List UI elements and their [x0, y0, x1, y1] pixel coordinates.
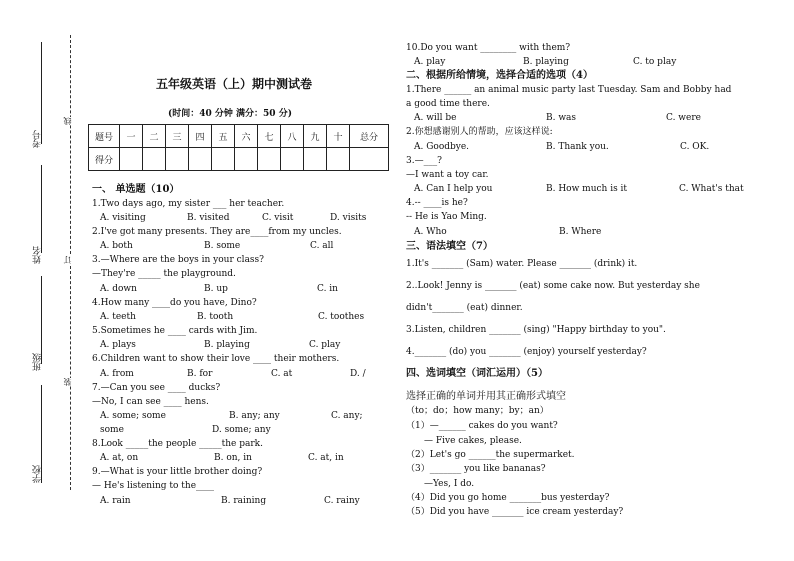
- q10-option-c[interactable]: C. to play: [633, 57, 677, 67]
- s4-question-4: （4）Did you go home _______bus yesterday?: [406, 493, 610, 503]
- s4-question-1: （1）—______ cakes do you want?: [406, 421, 558, 431]
- question-2: 2.I've got many presents. They are____from my uncles.: [92, 227, 342, 237]
- q7-option-c[interactable]: C. any;: [331, 411, 363, 421]
- q4-option-a[interactable]: A. teeth: [100, 312, 136, 322]
- name-label: 姓名: [33, 246, 43, 264]
- s2q2-option-a[interactable]: A. Goodbye.: [414, 142, 470, 152]
- s3-question-3: 3.Listen, children _______ (sing) "Happy birthday to you".: [406, 325, 666, 335]
- score-input-cell[interactable]: [304, 148, 327, 171]
- question-5: 5.Sometimes he ____ cards with Jim.: [92, 326, 258, 336]
- s2-question-1-cont: a good time there.: [406, 99, 490, 109]
- q3-option-a[interactable]: A. down: [100, 284, 137, 294]
- question-7: 7.—Can you see ____ ducks?: [92, 383, 221, 393]
- exam-number-label: 考号: [33, 130, 43, 148]
- section-1-heading: 一、 单选题（10）: [92, 184, 180, 195]
- cut-mark-zhuang: 装: [63, 378, 72, 386]
- s2-question-4-reply: -- He is Yao Ming.: [406, 212, 487, 222]
- s2q3-option-c[interactable]: C. What's that: [679, 184, 744, 194]
- score-input-cell[interactable]: [212, 148, 235, 171]
- q7-option-c-cont[interactable]: some: [100, 425, 124, 435]
- exam-number-line: [41, 42, 42, 144]
- question-4: 4.How many ____do you have, Dino?: [92, 298, 257, 308]
- question-10: 10.Do you want ________ with them?: [406, 43, 571, 53]
- score-input-cell[interactable]: [235, 148, 258, 171]
- s3-question-2-cont: didn't_______ (eat) dinner.: [406, 303, 523, 313]
- s4-question-5: （5）Did you have _______ ice cream yesterday?: [406, 507, 624, 517]
- s2-question-4: 4.-- ____is he?: [406, 198, 468, 208]
- score-cell: 一: [120, 125, 143, 148]
- q7-option-a[interactable]: A. some; some: [100, 411, 166, 421]
- score-input-cell[interactable]: [189, 148, 212, 171]
- score-table-score-row: [89, 148, 389, 171]
- s4-question-3-reply: —Yes, I do.: [424, 479, 475, 489]
- section-2-heading: 二、根据所给情境，选择合适的选项（4）: [406, 70, 593, 81]
- score-cell: 六: [235, 125, 258, 148]
- question-9: 9.—What is your little brother doing?: [92, 467, 263, 477]
- q8-option-a[interactable]: A. at, on: [100, 453, 139, 463]
- score-cell: 题号: [89, 125, 120, 148]
- q6-option-c[interactable]: C. at: [271, 369, 293, 379]
- q5-option-b[interactable]: B. playing: [204, 340, 250, 350]
- q9-option-a[interactable]: A. rain: [100, 496, 131, 506]
- q3-option-b[interactable]: B. up: [204, 284, 228, 294]
- q2-option-c[interactable]: C. all: [310, 241, 334, 251]
- q2-option-b[interactable]: B. some: [204, 241, 241, 251]
- score-cell: 十: [327, 125, 350, 148]
- s2q2-option-c[interactable]: C. OK.: [680, 142, 710, 152]
- class-label: 班级: [33, 353, 43, 371]
- score-cell: 四: [189, 125, 212, 148]
- q6-option-a[interactable]: A. from: [100, 369, 134, 379]
- score-cell: 七: [258, 125, 281, 148]
- s2-question-3: 3.—___?: [406, 156, 442, 166]
- q3-option-c[interactable]: C. in: [317, 284, 338, 294]
- school-label: 学校: [33, 465, 43, 483]
- q8-option-c[interactable]: C. at, in: [308, 453, 344, 463]
- score-input-cell[interactable]: [281, 148, 304, 171]
- class-line: [41, 276, 42, 364]
- q7-option-d[interactable]: D. some; any: [212, 425, 271, 435]
- s2q2-option-b[interactable]: B. Thank you.: [546, 142, 609, 152]
- score-cell: 八: [281, 125, 304, 148]
- s4-question-2: （2）Let's go ______the supermarket.: [406, 450, 575, 460]
- score-input-cell[interactable]: [327, 148, 350, 171]
- score-input-cell[interactable]: [120, 148, 143, 171]
- score-table: [88, 124, 389, 171]
- s3-question-1: 1.It's _______ (Sam) water. Please _______ (drink) it.: [406, 259, 638, 269]
- q9-option-c[interactable]: C. rainy: [324, 496, 360, 506]
- score-input-cell[interactable]: [143, 148, 166, 171]
- section-3-heading: 三、语法填空（7）: [406, 241, 493, 252]
- q1-option-a[interactable]: A. visiting: [100, 213, 146, 223]
- q6-option-d[interactable]: D. /: [350, 369, 366, 379]
- q5-option-c[interactable]: C. play: [309, 340, 341, 350]
- q7-option-b[interactable]: B. any; any: [229, 411, 280, 421]
- cut-mark-ding: 订: [63, 256, 72, 264]
- q1-option-b[interactable]: B. visited: [187, 213, 230, 223]
- q4-option-b[interactable]: B. tooth: [197, 312, 234, 322]
- q5-option-a[interactable]: A. plays: [100, 340, 136, 350]
- q10-option-b[interactable]: B. playing: [523, 57, 569, 67]
- s2q4-option-a[interactable]: A. Who: [414, 227, 447, 237]
- s4-word-bank: （to；do；how many；by；an）: [406, 406, 549, 416]
- s3-question-2: 2..Look! Jenny is _______ (eat) some cake now. But yesterday she: [406, 281, 700, 291]
- s2-question-2: 2.你想感谢别人的帮助，应该这样说:: [406, 127, 553, 137]
- score-input-cell[interactable]: [350, 148, 389, 171]
- score-table-header-row: [89, 125, 389, 148]
- school-line: [41, 385, 42, 483]
- score-cell: 二: [143, 125, 166, 148]
- s2-question-1: 1.There ______ an animal music party last Tuesday. Sam and Bobby had: [406, 85, 732, 95]
- s2q4-option-b[interactable]: B. Where: [559, 227, 602, 237]
- s2q1-option-c[interactable]: C. were: [666, 113, 701, 123]
- question-6: 6.Children want to show their love ____ their mothers.: [92, 354, 340, 364]
- score-input-cell[interactable]: [258, 148, 281, 171]
- score-cell: 五: [212, 125, 235, 148]
- score-input-cell[interactable]: [166, 148, 189, 171]
- q2-option-a[interactable]: A. both: [100, 241, 133, 251]
- q9-option-b[interactable]: B. raining: [221, 496, 267, 506]
- question-1: 1.Two days ago, my sister ___ her teacher.: [92, 199, 285, 209]
- s2q3-option-a[interactable]: A. Can I help you: [414, 184, 493, 194]
- question-8: 8.Look _____the people _____the park.: [92, 439, 263, 449]
- q1-option-c[interactable]: C. visit: [262, 213, 294, 223]
- s2q1-option-a[interactable]: A. will be: [414, 113, 457, 123]
- q8-option-b[interactable]: B. on, in: [214, 453, 252, 463]
- s2-question-3-reply: —I want a toy car.: [406, 170, 489, 180]
- exam-title: 五年级英语（上）期中测试卷: [156, 77, 313, 91]
- s3-question-4: 4._______ (do) you _______ (enjoy) yourself yesterday?: [406, 347, 647, 357]
- question-3-reply: —They're _____ the playground.: [92, 269, 236, 279]
- q4-option-c[interactable]: C. toothes: [318, 312, 365, 322]
- q10-option-a[interactable]: A. play: [414, 57, 446, 67]
- score-cell: 总分: [350, 125, 389, 148]
- question-7-reply: —No, I can see ____ hens.: [92, 397, 209, 407]
- s2q3-option-b[interactable]: B. How much is it: [546, 184, 628, 194]
- score-cell: 九: [304, 125, 327, 148]
- score-row-label: 得分: [89, 148, 120, 171]
- score-cell: 三: [166, 125, 189, 148]
- s2q1-option-b[interactable]: B. was: [546, 113, 577, 123]
- s4-question-3: （3）_______ you like bananas?: [406, 464, 546, 474]
- s4-instruction: 选择正确的单词并用其正确形式填空: [406, 391, 566, 402]
- q1-option-d[interactable]: D. visits: [330, 213, 367, 223]
- question-9-reply: — He's listening to the____: [92, 481, 215, 491]
- q6-option-b[interactable]: B. for: [187, 369, 213, 379]
- exam-subtitle: (时间：40 分钟 满分：50 分): [168, 109, 292, 119]
- question-3: 3.—Where are the boys in your class?: [92, 255, 264, 265]
- s4-question-1-reply: — Five cakes, please.: [424, 436, 522, 446]
- cut-mark-xian: 线: [63, 117, 72, 125]
- name-line: [41, 165, 42, 253]
- section-4-heading: 四、选词填空（词汇运用）（5）: [406, 368, 548, 379]
